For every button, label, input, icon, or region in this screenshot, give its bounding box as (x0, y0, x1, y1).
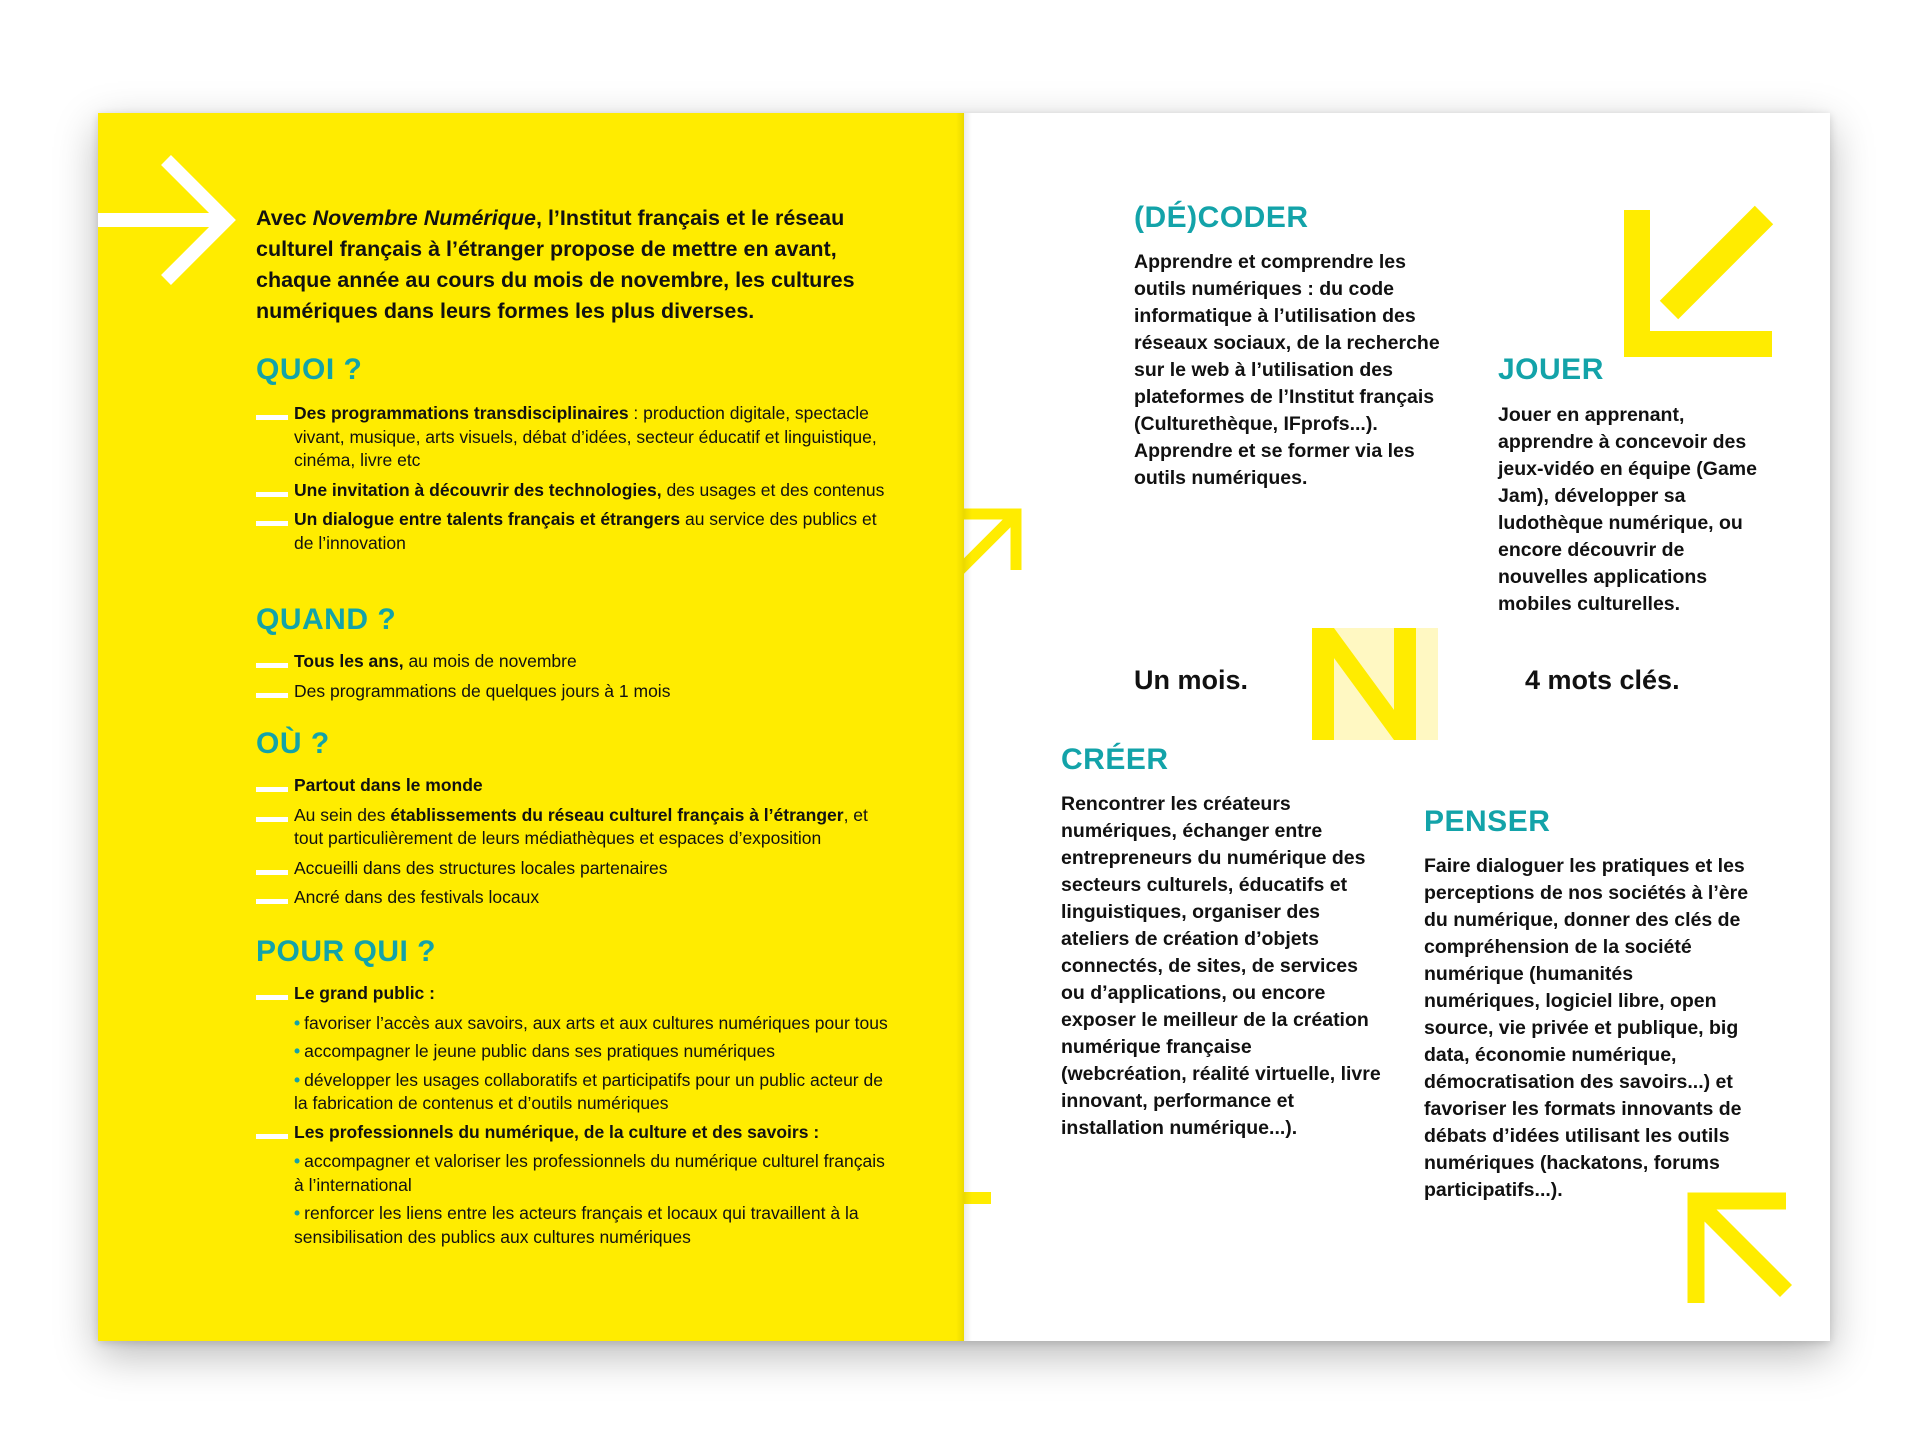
section-title-pour-qui: POUR QUI ? (256, 935, 437, 968)
left-page (98, 113, 964, 1341)
list-item: Un dialogue entre talents français et étrangers au service des publics et de l’innovation (256, 508, 896, 555)
intro-paragraph: Avec Novembre Numérique, l’Institut français et le réseau culturel français à l’étranger propose de mettre en avant, chaque année au cours du mois de novembre, les cultures numériques dans leurs formes les plus diverses. (256, 206, 855, 323)
list-item: Ancré dans des festivals locaux (256, 886, 896, 910)
arrow-right-icon (98, 155, 238, 285)
center-left-text: Un mois. (1134, 665, 1249, 695)
list-item: Partout dans le monde (256, 774, 896, 798)
n-logo-icon (1312, 628, 1442, 743)
arrow-up-left-icon (1686, 1191, 1796, 1311)
sub-item: • accompagner le jeune public dans ses pratiques numériques (294, 1041, 775, 1061)
right-page (964, 113, 1830, 1341)
keyword-text-decoder: Apprendre et comprendre les outils numériques : du code informatique à l’utilisation des réseaux sociaux, de la recherche sur le web à l’utilisation des plateformes de l’Institut français (Culturethèque, IFprofs...). Apprendre et se former via les outils numériques. (1134, 251, 1440, 489)
sub-item: • favoriser l’accès aux savoirs, aux arts et aux cultures numériques pour tous (294, 1012, 888, 1033)
list-item: Des programmations transdisciplinaires : production digitale, spectacle vivant, musique, arts visuels, débat d’idées, secteur éducatif et linguistique, cinéma, livre etc (256, 402, 896, 473)
arrow-down-left-icon (1624, 198, 1774, 358)
list-quoi (256, 402, 896, 561)
page-fold (956, 113, 972, 1341)
list-item: Les professionnels du numérique, de la culture et des savoirs : (256, 1121, 896, 1145)
section-title-quoi: QUOI ? (256, 353, 363, 386)
sub-item: • renforcer les liens entre les acteurs français et locaux qui travaillent à la sensibilisation des publics aux cultures numériques (294, 1203, 859, 1247)
keyword-title-jouer: JOUER (1498, 353, 1604, 386)
list-item: Au sein des établissements du réseau culturel français à l’étranger, et tout particulièrement de leurs médiathèques et espaces d’exposition (256, 804, 896, 851)
list-ou (256, 774, 896, 916)
keyword-text-penser: Faire dialoguer les pratiques et les perceptions de nos sociétés à l’ère du numérique, donner des clés de compréhension de la société numérique (humanités numériques, logiciel libre, open source, vie privée et publique, big data, économie numérique, démocratisation des savoirs...) et favoriser les formats innovants de débats d’idées utilisant les outils numériques (hackatons, forums participatifs...). (1424, 855, 1749, 1201)
keyword-title-creer: CRÉER (1061, 743, 1169, 776)
sub-item: • accompagner et valoriser les professionnels du numérique culturel français à l’international (294, 1151, 885, 1195)
center-right-text: 4 mots clés. (1525, 665, 1680, 695)
section-title-ou: OÙ ? (256, 727, 330, 760)
keyword-text-creer: Rencontrer les créateurs numériques, échanger entre entrepreneurs du numérique des secteurs culturels, éducatifs et linguistiques, organiser des ateliers de création d’objets connectés, de sites, de services ou d’applications, ou encore exposer le meilleur de la création numérique française (webcréation, réalité virtuelle, livre innovant, performance et installation numérique...). (1061, 793, 1381, 1139)
brochure-spread (98, 113, 1830, 1341)
arrow-left-icon (876, 1148, 991, 1248)
keyword-title-decoder: (DÉ)CODER (1134, 201, 1309, 234)
sub-item: • développer les usages collaboratifs et participatifs pour un public acteur de la fabrication de contenus et d’outils numériques (294, 1069, 883, 1113)
section-title-quand: QUAND ? (256, 603, 397, 636)
list-item: Le grand public : (256, 982, 896, 1006)
keyword-text-jouer: Jouer en apprenant, apprendre à concevoir des jeux-vidéo en équipe (Game Jam), développer sa ludothèque numérique, ou encore découvrir de nouvelles applications mobiles culturelles. (1498, 404, 1757, 615)
list-item: Tous les ans, au mois de novembre (256, 650, 896, 674)
list-item: Accueilli dans des structures locales partenaires (256, 857, 896, 881)
list-item: Des programmations de quelques jours à 1 mois (256, 680, 896, 704)
list-pour-qui (256, 982, 896, 1254)
keyword-title-penser: PENSER (1424, 805, 1551, 838)
list-quand (256, 650, 896, 709)
list-item: Une invitation à découvrir des technologies, des usages et des contenus (256, 479, 896, 503)
